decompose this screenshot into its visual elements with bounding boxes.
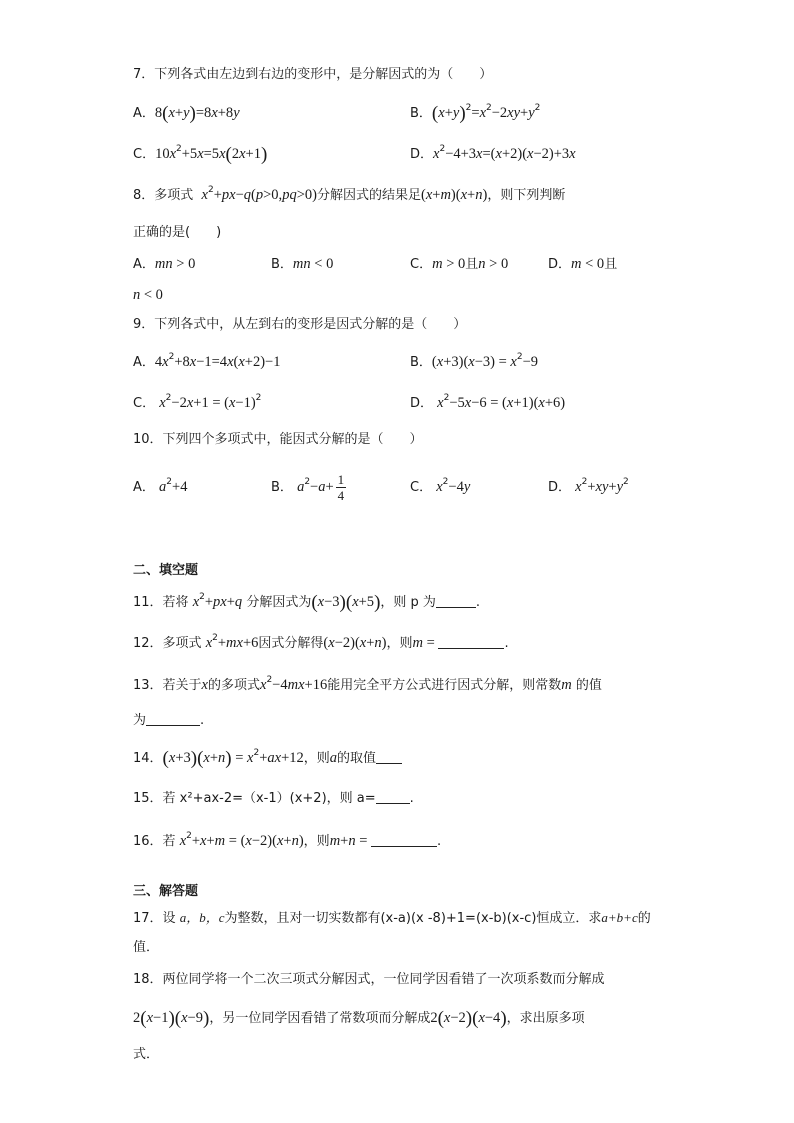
q12: 12．多项式 $x^2+mx+6$因式分解得(x−2)(x+n)，则m = .	[133, 633, 509, 651]
q11: 11．若将 $x^2+px+q$ 分解因式为(x−3)(x+5)，则 p 为 .	[133, 592, 481, 613]
q7-stem: 7．下列各式由左边到右边的变形中，是分解因式的为（ ）	[133, 67, 493, 82]
q11-answer-blank[interactable]	[436, 594, 476, 608]
q10-stem: 10．下列四个多项式中，能因式分解的是（ ）	[133, 432, 423, 447]
q7-option-a[interactable]: A．8(x+y)=8x+8y	[133, 103, 240, 124]
q8-option-b[interactable]: B．mn < 0	[271, 256, 334, 272]
q9-option-b[interactable]: B．$(x+3)(x-3) = x^2-9$	[410, 352, 539, 370]
q13-line2: 为 .	[133, 713, 205, 728]
q8-option-d[interactable]: D．m < 0且	[548, 256, 618, 272]
q8-option-a[interactable]: A．mn > 0	[133, 256, 196, 272]
q8-stem: 8．多项式 $x^2+px-q(p>0,pq>0)$分解因式的结果足(x+m)(x+n)，则下列判断	[133, 185, 566, 203]
q18-line2: 2(x−1)(x−9)，另一位同学因看错了常数项而分解成2(x−2)(x−4)，求出原多项	[133, 1008, 585, 1029]
q14: 14．$(x+3)(x+n) = x^2+ax+12$，则a的取值	[133, 748, 402, 769]
section-answer-title: 三、解答题	[133, 884, 199, 899]
q17-line2: 值．	[133, 940, 160, 955]
q15-answer-blank[interactable]	[376, 790, 410, 804]
q9-option-c[interactable]: C． $x^2-2x+1 = (x-1)^2$	[133, 393, 262, 411]
q9-option-d[interactable]: D． $x^2-5x-6 = (x+1)(x+6)$	[410, 393, 566, 411]
q10-option-d[interactable]: D． $x^2+xy+y^2$	[548, 477, 629, 495]
q10-option-a[interactable]: A． $a^2+4$	[133, 477, 188, 495]
q8-option-d-cont: n < 0	[133, 287, 163, 303]
q7-option-c[interactable]: C．$10x^2+5x=5x(2x+1)$	[133, 144, 268, 165]
q8-option-c[interactable]: C．m > 0且n > 0	[410, 256, 509, 272]
q10-option-b[interactable]: B． $a^2-a+$ $\frac{1}{4}$	[271, 472, 345, 503]
q14-answer-blank[interactable]	[376, 750, 402, 764]
q13: 13．若关于x的多项式$x^2-4mx+16$能用完全平方公式进行因式分解，则常数m 的值	[133, 675, 602, 693]
q7-option-b[interactable]: B．$(x+y)^2=x^2-2xy+y^2$	[410, 103, 541, 124]
q9-option-a[interactable]: A．$4x^2+8x-1=4x(x+2)-1$	[133, 352, 281, 370]
q17: 17．设 a，b，c为整数，且对一切实数都有(x-a)(x -8)+1=(x-b)(x-c)恒成立．求a+b+c的	[133, 910, 651, 926]
q13-answer-blank[interactable]	[146, 712, 200, 726]
q12-answer-blank[interactable]	[438, 635, 504, 649]
q18-line3: 式．	[133, 1047, 160, 1062]
q8-stem-line2: 正确的是( )	[133, 225, 222, 240]
q7-option-d[interactable]: D．$x^2-4+3x=(x+2)(x-2)+3x$	[410, 144, 576, 162]
q9-stem: 9．下列各式中，从左到右的变形是因式分解的是（ ）	[133, 317, 467, 332]
q15: 15．若 x²+ax-2=（x-1）(x+2)，则 a= .	[133, 791, 414, 806]
section-fill-in-title: 二、填空题	[133, 563, 199, 578]
q10-option-c[interactable]: C． $x^2-4y$	[410, 477, 471, 495]
q18: 18．两位同学将一个二次三项式分解因式，一位同学因看错了一次项系数而分解成	[133, 972, 605, 987]
q16: 16．若 $x^2+x+m = (x-2)(x+n)$，则m+n = .	[133, 831, 442, 849]
q16-answer-blank[interactable]	[371, 833, 437, 847]
